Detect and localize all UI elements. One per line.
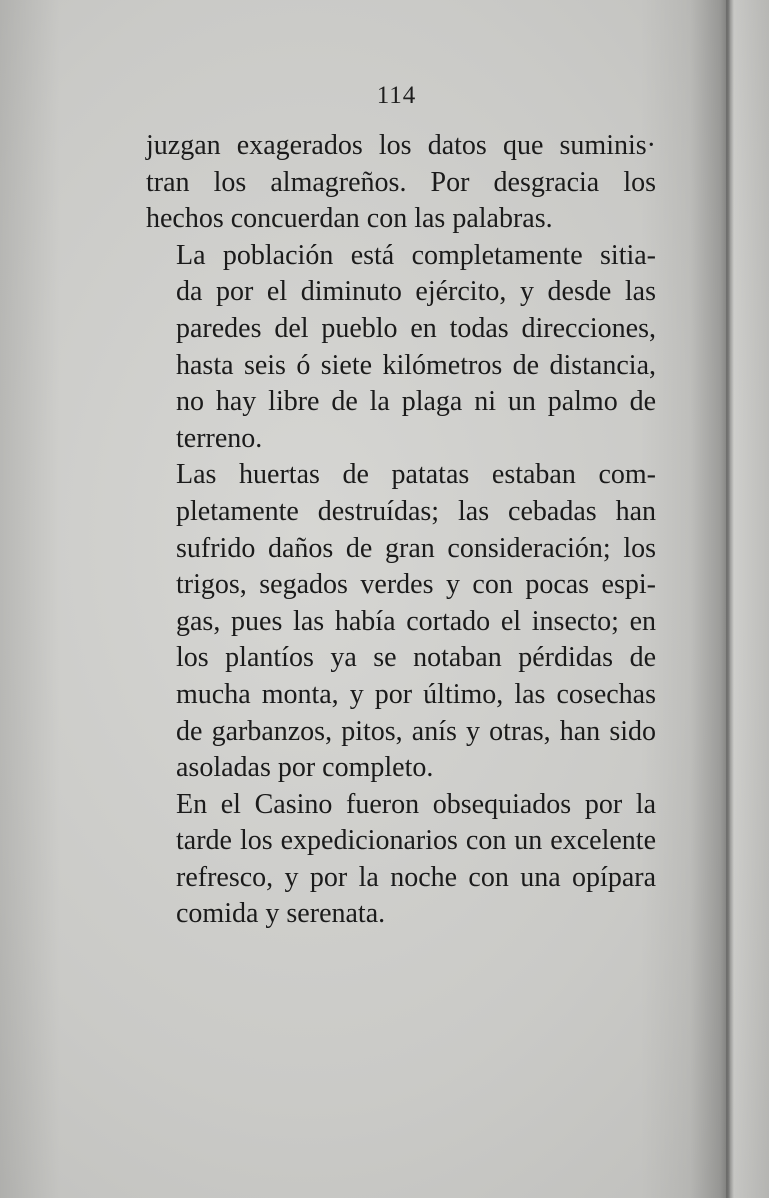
text-line: tran los almagreños. Por desgracia los bbox=[146, 166, 656, 198]
text-line: paredes del pueblo en todas direcciones, bbox=[176, 312, 656, 344]
paragraph-2 bbox=[146, 238, 656, 458]
text-line: La población está completamente sitia- bbox=[176, 239, 656, 271]
paragraph-4 bbox=[146, 787, 656, 933]
text-line: mucha monta, y por último, las cosechas bbox=[176, 678, 656, 710]
text-line: juzgan exagerados los datos que suminis· bbox=[146, 130, 656, 161]
body-text bbox=[146, 128, 656, 933]
text-line: terreno. bbox=[176, 422, 263, 454]
paragraph-3 bbox=[146, 457, 656, 786]
page-gutter bbox=[726, 0, 730, 1198]
paragraph-1 bbox=[146, 128, 656, 238]
text-line: de garbanzos, pitos, anís y otras, han sido bbox=[176, 715, 656, 747]
text-line: gas, pues las había cortado el insecto; en bbox=[176, 605, 656, 637]
text-line: pletamente destruídas; las cebadas han bbox=[176, 495, 656, 527]
text-line: Las huertas de patatas estaban com- bbox=[176, 459, 656, 491]
text-line: sufrido daños de gran consideración; los bbox=[176, 532, 656, 564]
text-line: hasta seis ó siete kilómetros de distancia, bbox=[176, 349, 656, 381]
text-line: los plantíos ya se notaban pérdidas de bbox=[176, 642, 656, 674]
text-line: da por el diminuto ejército, y desde las bbox=[176, 276, 656, 308]
text-line: asoladas por completo. bbox=[176, 752, 434, 784]
page-number: 114 bbox=[376, 82, 417, 109]
text-line: comida y serenata. bbox=[176, 898, 386, 930]
text-line: En el Casino fueron obsequiados por la bbox=[176, 788, 656, 820]
text-line: refresco, y por la noche con una opípara bbox=[176, 861, 656, 893]
text-line: trigos, segados verdes y con pocas espi- bbox=[176, 569, 656, 601]
text-line: no hay libre de la plaga ni un palmo de bbox=[176, 386, 656, 418]
text-line: tarde los expedicionarios con un excelente bbox=[176, 825, 656, 857]
text-line: hechos concuerdan con las palabras. bbox=[146, 203, 553, 235]
